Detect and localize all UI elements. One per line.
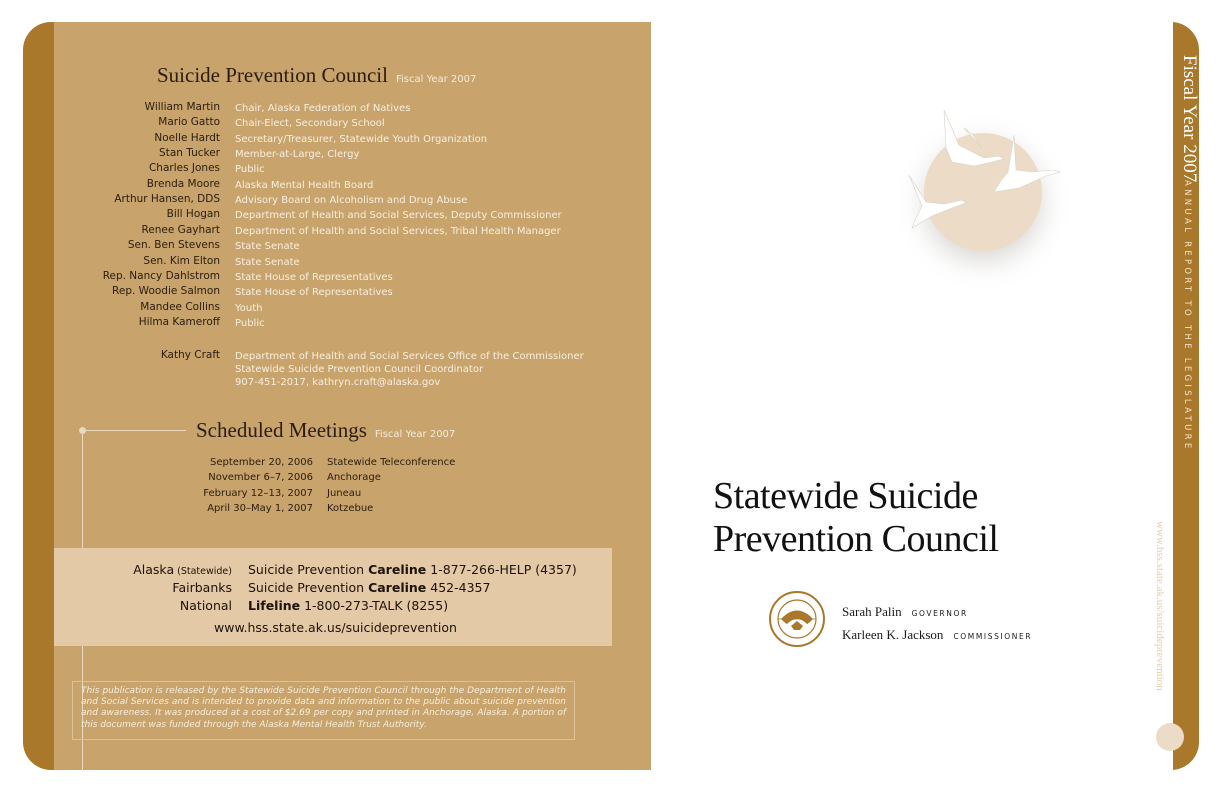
official-row (842, 626, 1032, 644)
hotline-phone: 1-877-266-HELP (4357) (426, 562, 577, 577)
member-name: Bill Hogan (166, 208, 220, 221)
hotline-number (248, 598, 448, 613)
member-name: Rep. Nancy Dahlstrom (102, 269, 220, 282)
meetings-fiscal-year: Fiscal Year 2007 (374, 429, 456, 440)
member-role: Secretary/Treasurer, Statewide Youth Organization (235, 133, 488, 145)
member-name: Arthur Hansen, DDS (114, 193, 220, 206)
alaska-seal-icon (769, 588, 825, 650)
spine-fiscal-year: Fiscal Year 2007 (1179, 55, 1200, 183)
official-name: Karleen K. Jackson (842, 627, 944, 642)
hotline-region-label: National (179, 598, 232, 613)
hotline-phone: 1-800-273-TALK (8255) (300, 598, 449, 613)
spine-url[interactable]: www.hss.state.ak.us/suicideprevention (1154, 521, 1166, 691)
coordinator-details (235, 350, 584, 389)
hotline-service: Suicide Prevention (248, 562, 369, 577)
meeting-date: November 6–7, 2006 (208, 472, 313, 484)
member-role: Chair-Elect, Secondary School (235, 118, 385, 130)
meetings-title: Scheduled Meetings (196, 418, 367, 442)
member-role: State House of Representatives (235, 271, 393, 283)
member-role: Member-at-Large, Clergy (235, 149, 360, 161)
member-role: Chair, Alaska Federation of Natives (235, 103, 411, 114)
hotline-region (52, 562, 232, 577)
publication-disclaimer: This publication is released by the Statewide Suicide Prevention Council through the Department of Health and Social Services and is intended to provide data and information to the public about suicide prevention and awareness. It was produced at a cost of $2.69 per copy and printed in Anchorage, Alaska. A portion of this document was funded through the Alaska Mental Health Trust Authority. (72, 681, 575, 740)
hotline-url[interactable]: www.hss.state.ak.us/suicideprevention (214, 620, 457, 635)
member-name: Sen. Ben Stevens (127, 239, 220, 252)
council-heading (157, 63, 476, 88)
cover-title-line: Prevention Council (713, 518, 999, 560)
hotline-line-name: Lifeline (248, 598, 301, 613)
cover-title-line: Statewide Suicide (713, 475, 978, 517)
meeting-place: Kotzebue (327, 502, 374, 514)
member-role: Public (235, 317, 265, 329)
hotline-region-note: (Statewide) (174, 566, 232, 577)
member-role: Youth (235, 302, 263, 314)
spine-annual-report: ANNUAL REPORT TO THE LEGISLATURE (1182, 180, 1192, 452)
hotline-number (248, 562, 577, 577)
coordinator-name: Kathy Craft (160, 349, 220, 361)
meetings-heading (196, 418, 455, 443)
member-name: Noelle Hardt (154, 131, 220, 144)
member-name: Charles Jones (148, 162, 220, 175)
hotline-region (52, 598, 232, 613)
hotline-line-name: Careline (368, 562, 427, 577)
hotline-region (52, 580, 232, 595)
bracket-line (82, 430, 186, 431)
spine-divider (1170, 22, 1173, 770)
official-title: GOVERNOR (911, 609, 968, 618)
member-name: Brenda Moore (146, 177, 220, 190)
member-name: Sen. Kim Elton (143, 254, 220, 267)
member-role: Advisory Board on Alcoholism and Drug Abuse (235, 195, 468, 207)
meeting-place: Statewide Teleconference (327, 457, 456, 468)
meeting-place: Anchorage (327, 472, 381, 484)
hotline-phone: 452-4357 (426, 580, 491, 595)
member-role: State Senate (235, 256, 300, 268)
bracket-dot (79, 427, 86, 434)
meeting-place: Juneau (327, 487, 362, 499)
member-name: Mandee Collins (140, 300, 220, 313)
member-role: Department of Health and Social Services, Deputy Commissioner (235, 210, 562, 222)
member-name: Renee Gayhart (141, 223, 220, 236)
goose-icon (994, 135, 1060, 192)
coordinator-line: Department of Health and Social Services Office of the Commissioner (235, 351, 584, 362)
goose-icon (964, 128, 982, 148)
member-role: State Senate (235, 241, 300, 253)
official-name: Sarah Palin (842, 604, 902, 619)
member-name: Hilma Kameroff (138, 315, 220, 328)
member-name: Mario Gatto (158, 116, 220, 129)
hotline-line-name: Careline (368, 580, 427, 595)
hotline-region-label: Fairbanks (172, 580, 232, 595)
coordinator-line: Statewide Suicide Prevention Council Coordinator (235, 364, 484, 375)
cover-title (713, 475, 998, 561)
council-title: Suicide Prevention Council (157, 63, 388, 87)
member-role: State House of Representatives (235, 287, 393, 299)
corner-circle (1156, 723, 1184, 751)
meeting-date: September 20, 2006 (210, 457, 313, 468)
member-name: Rep. Woodie Salmon (112, 285, 220, 298)
member-role: Public (235, 164, 265, 176)
meeting-date: February 12–13, 2007 (203, 487, 313, 499)
coordinator-line: 907-451-2017, kathryn.craft@alaska.gov (235, 377, 441, 388)
hotline-region-label: Alaska (133, 562, 175, 577)
member-role: Alaska Mental Health Board (235, 179, 374, 191)
member-name: William Martin (144, 101, 220, 113)
official-row (842, 603, 968, 621)
member-name: Stan Tucker (159, 147, 220, 160)
hotline-number (248, 580, 490, 595)
goose-icon (909, 175, 966, 228)
official-title: COMMISSIONER (953, 632, 1033, 641)
hotline-service: Suicide Prevention (248, 580, 369, 595)
council-fiscal-year: Fiscal Year 2007 (395, 74, 477, 85)
meeting-date: April 30–May 1, 2007 (207, 502, 313, 514)
member-role: Department of Health and Social Services, Tribal Health Manager (235, 225, 561, 237)
geese-illustration (904, 100, 1074, 240)
